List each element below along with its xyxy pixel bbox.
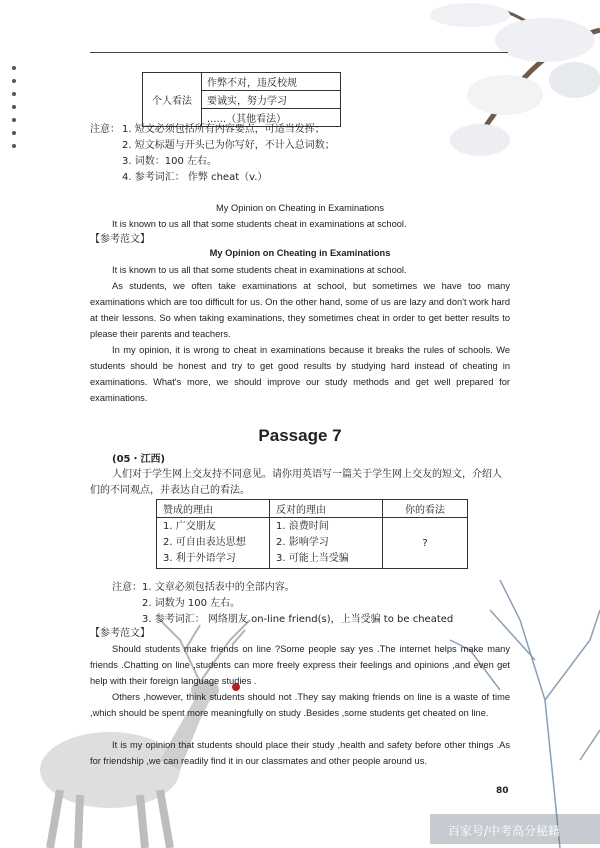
reason-against: 1. 浪费时间 bbox=[276, 521, 329, 532]
opinion-row: ......（其他看法） bbox=[202, 109, 341, 127]
table-header: 赞成的理由 bbox=[157, 500, 270, 518]
note-item: 1. 文章必须包括表中的全部内容。 bbox=[142, 582, 295, 593]
online-friends-table bbox=[156, 499, 468, 569]
opinion-label: 个人看法 bbox=[143, 73, 202, 127]
note-item: 3. 参考词汇： 网络朋友 on-line friend(s)，上当受骗 to be cheated bbox=[142, 614, 454, 625]
your-opinion-cell: ? bbox=[383, 518, 468, 569]
opinion-table bbox=[142, 72, 341, 127]
essay-paragraph: It is known to us all that some students cheat in examinations at school. bbox=[112, 265, 407, 275]
essay-paragraph: Others ,however, think students should not .They say making friends on line is a waste of time ,which should be spent more meaningfully on study .Besides ,some students get cheated on line. bbox=[90, 692, 510, 718]
reason-for: 2. 可自由表达思想 bbox=[163, 537, 246, 548]
note-item: 4. 参考词汇： 作弊 cheat（v.） bbox=[122, 172, 268, 183]
note-item: 3. 词数：100 左右。 bbox=[122, 156, 217, 167]
passage-title: Passage 7 bbox=[258, 426, 342, 445]
essay-paragraph: Should students make friends on line ?Some people say yes .The internet helps make many friends .Chatting on line ,students can more freely express their feelings and opinions ,and even get help with their foreign language studies . bbox=[90, 644, 510, 686]
reference-label: 【参考范文】 bbox=[90, 628, 150, 639]
reason-for: 3. 利于外语学习 bbox=[163, 553, 236, 564]
essay-paragraph: As students, we often take examinations at school, but sometimes we have too many examinations which are too difficult for us. On the other hand, some of us are lazy and don't work hard at their lessons. So when taking examinations, they sometimes cheat in order to get better results to please their parents and teachers. bbox=[90, 281, 510, 339]
task-intro: 人们对于学生网上交友持不同意见。请你用英语写一篇关于学生网上交友的短文，介绍人们的不同观点，并表达自己的看法。 bbox=[90, 469, 502, 496]
given-title: My Opinion on Cheating in Examinations bbox=[216, 203, 384, 213]
header-rule bbox=[90, 52, 508, 53]
notes-prefix: 注意： bbox=[90, 124, 120, 135]
note-item: 2. 短文标题与开头已为你写好，不计入总词数； bbox=[122, 140, 335, 151]
page-number: 80 bbox=[496, 786, 509, 796]
reason-for: 1. 广交朋友 bbox=[163, 521, 216, 532]
source-label: (05・江西) bbox=[112, 454, 166, 465]
reason-against: 3. 可能上当受骗 bbox=[276, 553, 349, 564]
note-item: 2. 词数为 100 左右。 bbox=[142, 598, 241, 609]
table-header: 反对的理由 bbox=[270, 500, 383, 518]
notes-prefix: 注意： bbox=[112, 582, 142, 593]
essay-paragraph: It is my opinion that students should place their study ,health and safety before other things .As for friendship ,we can readily find it in our classmates and other people around us. bbox=[90, 740, 510, 766]
essay-paragraph: In my opinion, it is wrong to cheat in examinations because it breaks the rules of schools. We students should be honest and try to get good results by studying hard instead of cheating in examinations. What's more, we should improve our study methods and get well prepared for examinations. bbox=[90, 345, 510, 403]
table-header: 你的看法 bbox=[383, 500, 468, 518]
note-item: 1. 短文必须包括所有内容要点，可适当发挥； bbox=[122, 124, 325, 135]
opinion-row: 要诚实，努力学习 bbox=[202, 91, 341, 109]
reference-title: My Opinion on Cheating in Examinations bbox=[209, 248, 391, 258]
reason-against: 2. 影响学习 bbox=[276, 537, 329, 548]
watermark: 百家号/中考高分秘籍 bbox=[448, 824, 561, 838]
decorative-dots bbox=[12, 66, 18, 157]
opinion-row: 作弊不对，违反校规 bbox=[202, 73, 341, 91]
reference-label: 【参考范文】 bbox=[90, 234, 150, 245]
snowy-branch-illustration bbox=[430, 3, 600, 156]
given-opening: It is known to us all that some students cheat in examinations at school. bbox=[112, 219, 407, 229]
